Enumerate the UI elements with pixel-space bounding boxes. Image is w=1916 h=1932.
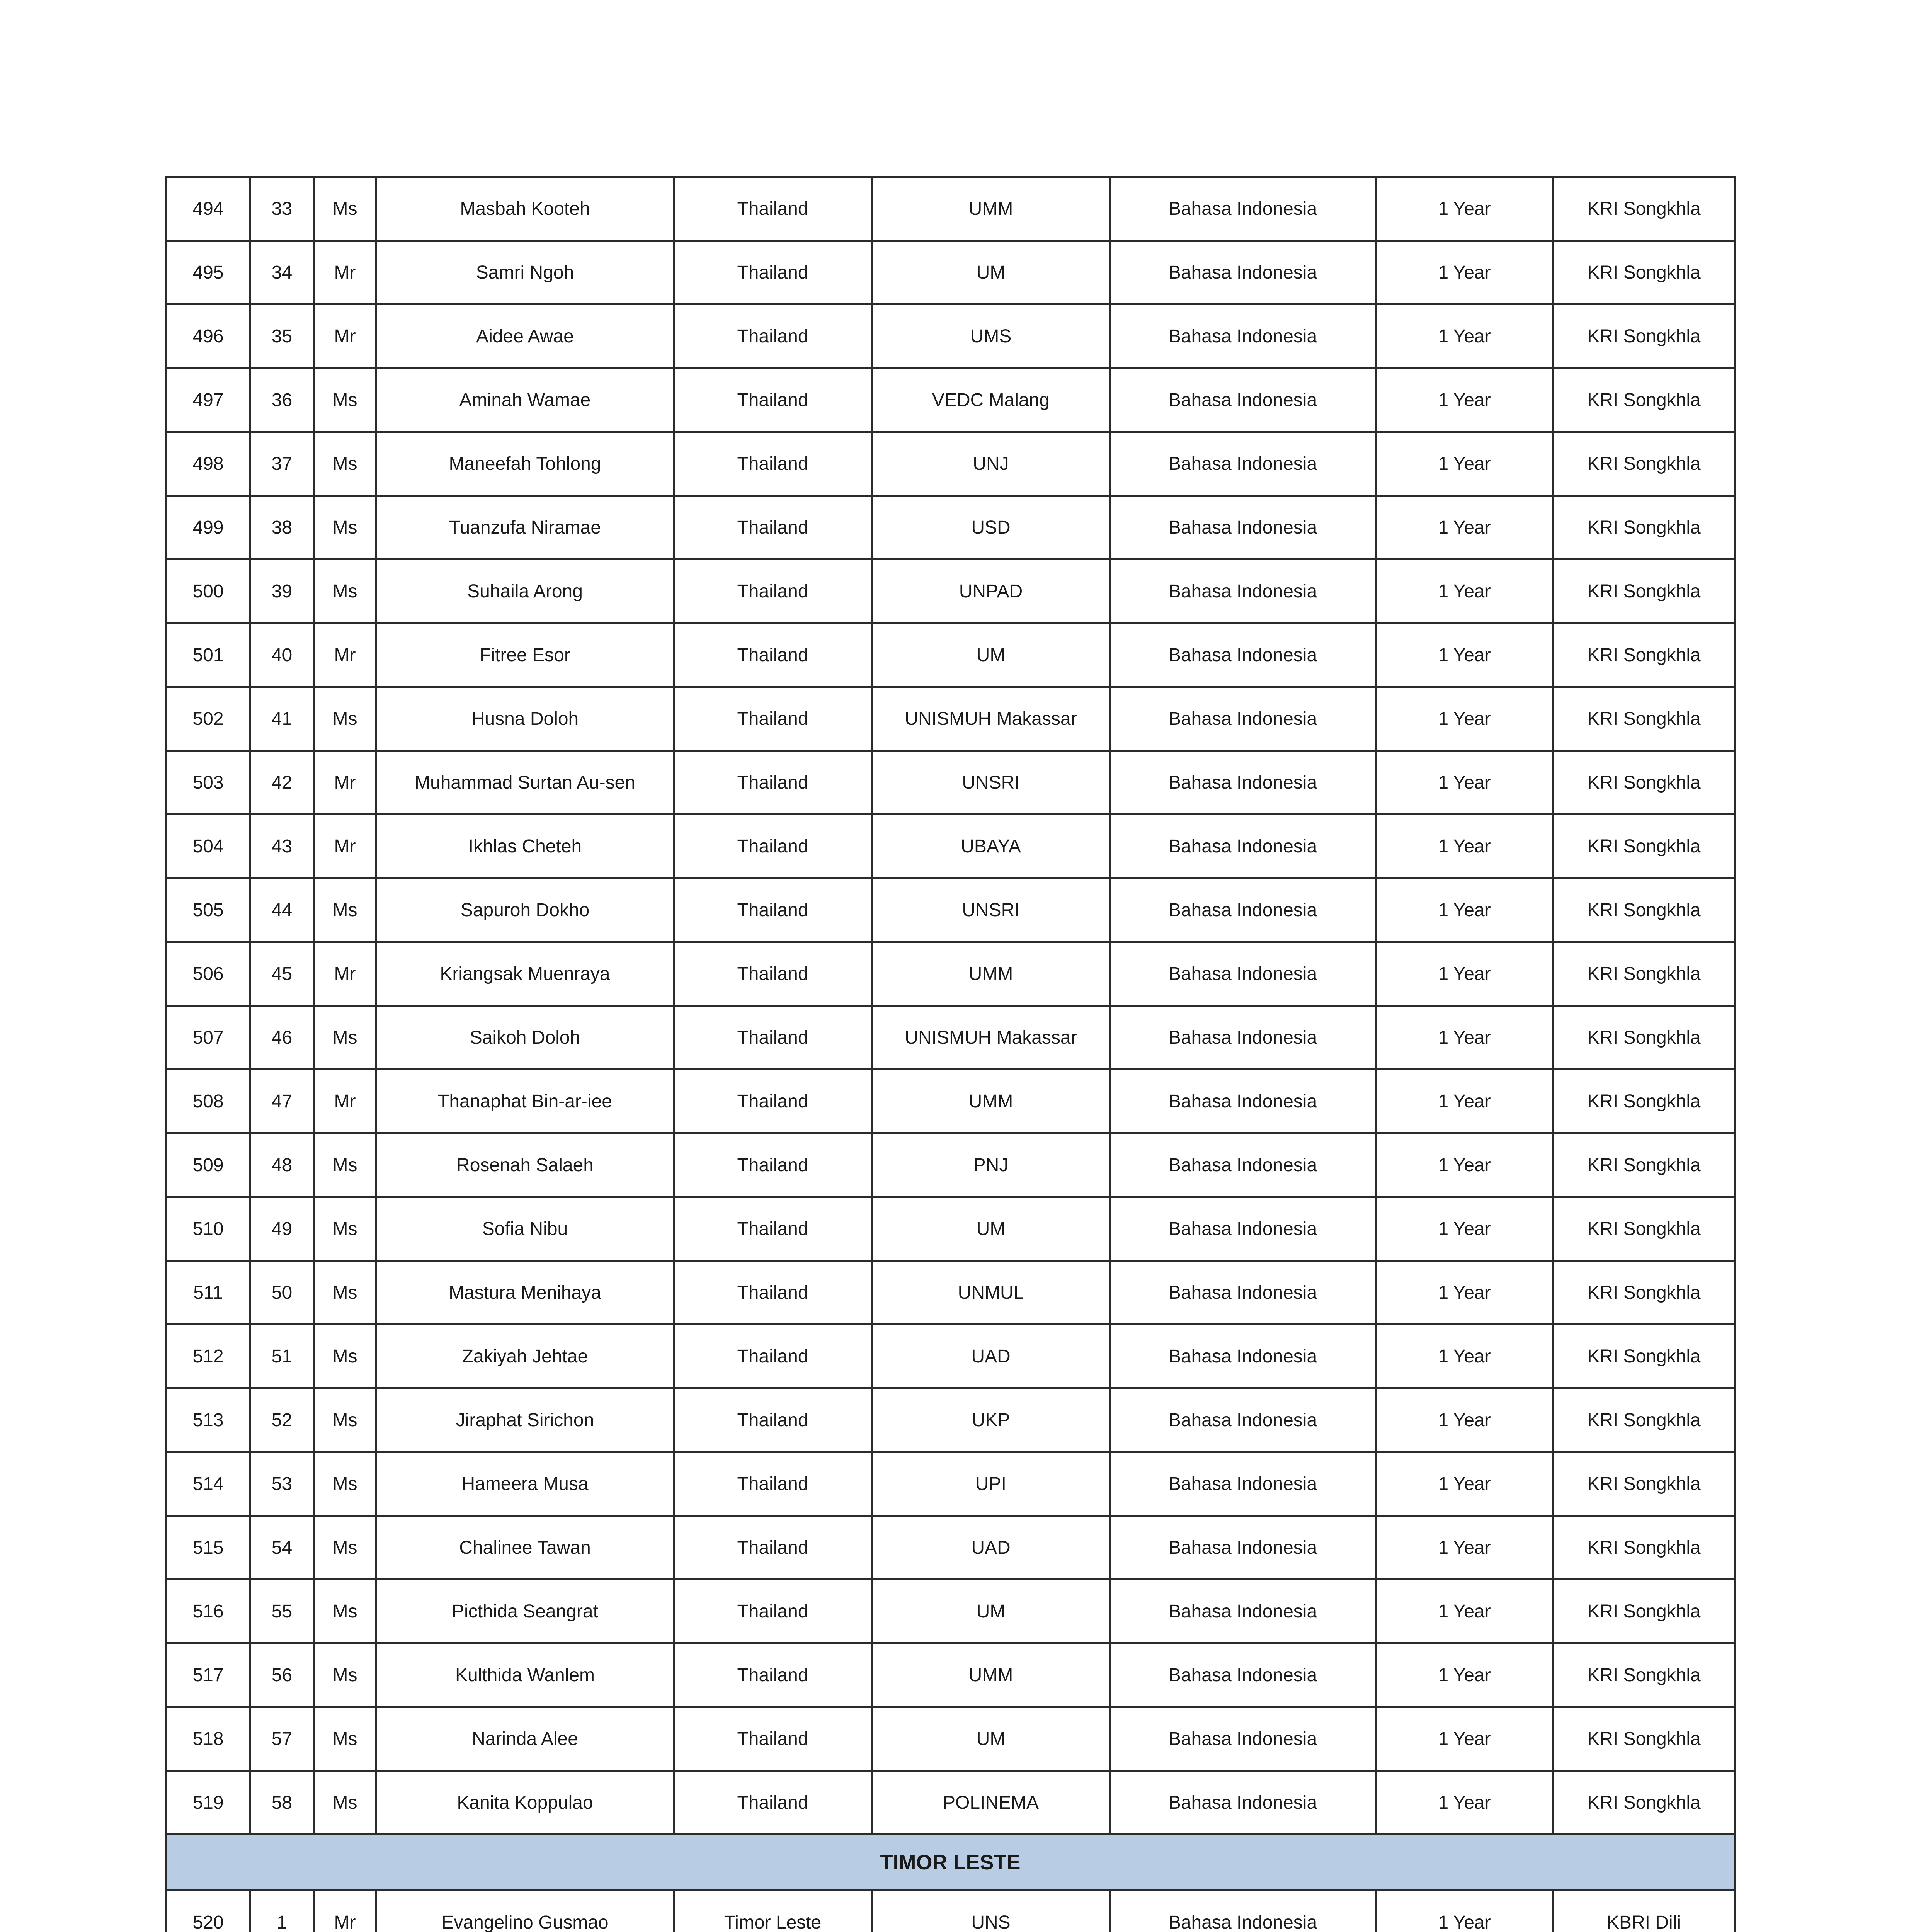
university-cell: UNS bbox=[872, 1891, 1110, 1932]
table-row bbox=[166, 177, 1735, 241]
placement-cell: KRI Songkhla bbox=[1554, 304, 1735, 368]
duration-cell: 1 Year bbox=[1376, 1197, 1554, 1261]
group-number-cell: 45 bbox=[250, 942, 314, 1006]
country-cell: Thailand bbox=[674, 1707, 872, 1771]
title-cell: Ms bbox=[314, 878, 376, 942]
group-number-cell: 53 bbox=[250, 1452, 314, 1516]
row-number-cell: 518 bbox=[166, 1707, 250, 1771]
table-row bbox=[166, 560, 1735, 623]
group-number-cell: 42 bbox=[250, 751, 314, 815]
participants-table bbox=[165, 176, 1736, 1932]
duration-cell: 1 Year bbox=[1376, 1516, 1554, 1580]
country-cell: Thailand bbox=[674, 177, 872, 241]
name-cell: Masbah Kooteh bbox=[376, 177, 674, 241]
group-number-cell: 40 bbox=[250, 623, 314, 687]
title-cell: Ms bbox=[314, 432, 376, 496]
title-cell: Ms bbox=[314, 496, 376, 560]
duration-cell: 1 Year bbox=[1376, 1006, 1554, 1070]
name-cell: Sapuroh Dokho bbox=[376, 878, 674, 942]
program-cell: Bahasa Indonesia bbox=[1110, 1891, 1376, 1932]
group-number-cell: 50 bbox=[250, 1261, 314, 1325]
table-row bbox=[166, 1771, 1735, 1835]
name-cell: Kanita Koppulao bbox=[376, 1771, 674, 1835]
university-cell: UMM bbox=[872, 177, 1110, 241]
duration-cell: 1 Year bbox=[1376, 1388, 1554, 1452]
group-number-cell: 58 bbox=[250, 1771, 314, 1835]
country-cell: Thailand bbox=[674, 1006, 872, 1070]
university-cell: UM bbox=[872, 623, 1110, 687]
table-row bbox=[166, 1580, 1735, 1643]
country-cell: Thailand bbox=[674, 1070, 872, 1133]
country-cell: Thailand bbox=[674, 623, 872, 687]
placement-cell: KBRI Dili bbox=[1554, 1891, 1735, 1932]
name-cell: Hameera Musa bbox=[376, 1452, 674, 1516]
university-cell: UNPAD bbox=[872, 560, 1110, 623]
table-row bbox=[166, 1133, 1735, 1197]
title-cell: Ms bbox=[314, 560, 376, 623]
row-number-cell: 516 bbox=[166, 1580, 250, 1643]
university-cell: UAD bbox=[872, 1516, 1110, 1580]
placement-cell: KRI Songkhla bbox=[1554, 368, 1735, 432]
program-cell: Bahasa Indonesia bbox=[1110, 623, 1376, 687]
title-cell: Ms bbox=[314, 687, 376, 751]
group-number-cell: 48 bbox=[250, 1133, 314, 1197]
table-row bbox=[166, 368, 1735, 432]
duration-cell: 1 Year bbox=[1376, 751, 1554, 815]
group-number-cell: 41 bbox=[250, 687, 314, 751]
table-row bbox=[166, 1452, 1735, 1516]
group-number-cell: 39 bbox=[250, 560, 314, 623]
country-cell: Thailand bbox=[674, 496, 872, 560]
placement-cell: KRI Songkhla bbox=[1554, 1388, 1735, 1452]
placement-cell: KRI Songkhla bbox=[1554, 1133, 1735, 1197]
country-cell: Thailand bbox=[674, 1452, 872, 1516]
name-cell: Maneefah Tohlong bbox=[376, 432, 674, 496]
title-cell: Ms bbox=[314, 1197, 376, 1261]
duration-cell: 1 Year bbox=[1376, 1070, 1554, 1133]
name-cell: Husna Doloh bbox=[376, 687, 674, 751]
name-cell: Rosenah Salaeh bbox=[376, 1133, 674, 1197]
row-number-cell: 512 bbox=[166, 1325, 250, 1388]
name-cell: Mastura Menihaya bbox=[376, 1261, 674, 1325]
row-number-cell: 506 bbox=[166, 942, 250, 1006]
title-cell: Ms bbox=[314, 1452, 376, 1516]
group-number-cell: 43 bbox=[250, 815, 314, 878]
title-cell: Mr bbox=[314, 623, 376, 687]
country-cell: Thailand bbox=[674, 368, 872, 432]
group-number-cell: 47 bbox=[250, 1070, 314, 1133]
program-cell: Bahasa Indonesia bbox=[1110, 1643, 1376, 1707]
university-cell: UAD bbox=[872, 1325, 1110, 1388]
row-number-cell: 498 bbox=[166, 432, 250, 496]
table-row bbox=[166, 1891, 1735, 1932]
duration-cell: 1 Year bbox=[1376, 1771, 1554, 1835]
title-cell: Ms bbox=[314, 1388, 376, 1452]
placement-cell: KRI Songkhla bbox=[1554, 815, 1735, 878]
country-cell: Thailand bbox=[674, 241, 872, 304]
country-cell: Thailand bbox=[674, 1388, 872, 1452]
row-number-cell: 513 bbox=[166, 1388, 250, 1452]
country-cell: Timor Leste bbox=[674, 1891, 872, 1932]
country-cell: Thailand bbox=[674, 687, 872, 751]
table-row bbox=[166, 1388, 1735, 1452]
placement-cell: KRI Songkhla bbox=[1554, 241, 1735, 304]
row-number-cell: 509 bbox=[166, 1133, 250, 1197]
university-cell: UNJ bbox=[872, 432, 1110, 496]
row-number-cell: 517 bbox=[166, 1643, 250, 1707]
row-number-cell: 494 bbox=[166, 177, 250, 241]
program-cell: Bahasa Indonesia bbox=[1110, 1070, 1376, 1133]
university-cell: UMS bbox=[872, 304, 1110, 368]
name-cell: Chalinee Tawan bbox=[376, 1516, 674, 1580]
name-cell: Saikoh Doloh bbox=[376, 1006, 674, 1070]
country-cell: Thailand bbox=[674, 1325, 872, 1388]
group-number-cell: 55 bbox=[250, 1580, 314, 1643]
country-cell: Thailand bbox=[674, 751, 872, 815]
university-cell: PNJ bbox=[872, 1133, 1110, 1197]
name-cell: Jiraphat Sirichon bbox=[376, 1388, 674, 1452]
program-cell: Bahasa Indonesia bbox=[1110, 560, 1376, 623]
row-number-cell: 497 bbox=[166, 368, 250, 432]
program-cell: Bahasa Indonesia bbox=[1110, 1707, 1376, 1771]
duration-cell: 1 Year bbox=[1376, 1261, 1554, 1325]
name-cell: Kriangsak Muenraya bbox=[376, 942, 674, 1006]
title-cell: Mr bbox=[314, 304, 376, 368]
country-cell: Thailand bbox=[674, 878, 872, 942]
program-cell: Bahasa Indonesia bbox=[1110, 1771, 1376, 1835]
country-cell: Thailand bbox=[674, 1516, 872, 1580]
title-cell: Ms bbox=[314, 1707, 376, 1771]
group-number-cell: 51 bbox=[250, 1325, 314, 1388]
program-cell: Bahasa Indonesia bbox=[1110, 1006, 1376, 1070]
program-cell: Bahasa Indonesia bbox=[1110, 751, 1376, 815]
name-cell: Picthida Seangrat bbox=[376, 1580, 674, 1643]
name-cell: Tuanzufa Niramae bbox=[376, 496, 674, 560]
program-cell: Bahasa Indonesia bbox=[1110, 1133, 1376, 1197]
placement-cell: KRI Songkhla bbox=[1554, 1452, 1735, 1516]
duration-cell: 1 Year bbox=[1376, 304, 1554, 368]
program-cell: Bahasa Indonesia bbox=[1110, 1261, 1376, 1325]
placement-cell: KRI Songkhla bbox=[1554, 687, 1735, 751]
placement-cell: KRI Songkhla bbox=[1554, 1261, 1735, 1325]
program-cell: Bahasa Indonesia bbox=[1110, 304, 1376, 368]
program-cell: Bahasa Indonesia bbox=[1110, 432, 1376, 496]
table-row bbox=[166, 942, 1735, 1006]
university-cell: USD bbox=[872, 496, 1110, 560]
university-cell: UNMUL bbox=[872, 1261, 1110, 1325]
university-cell: UNSRI bbox=[872, 878, 1110, 942]
row-number-cell: 511 bbox=[166, 1261, 250, 1325]
group-number-cell: 57 bbox=[250, 1707, 314, 1771]
title-cell: Mr bbox=[314, 751, 376, 815]
table-row bbox=[166, 1707, 1735, 1771]
group-number-cell: 33 bbox=[250, 177, 314, 241]
name-cell: Evangelino Gusmao bbox=[376, 1891, 674, 1932]
program-cell: Bahasa Indonesia bbox=[1110, 368, 1376, 432]
country-cell: Thailand bbox=[674, 1133, 872, 1197]
university-cell: UPI bbox=[872, 1452, 1110, 1516]
university-cell: UNISMUH Makassar bbox=[872, 687, 1110, 751]
duration-cell: 1 Year bbox=[1376, 560, 1554, 623]
title-cell: Ms bbox=[314, 368, 376, 432]
table-row bbox=[166, 1516, 1735, 1580]
program-cell: Bahasa Indonesia bbox=[1110, 496, 1376, 560]
group-number-cell: 52 bbox=[250, 1388, 314, 1452]
duration-cell: 1 Year bbox=[1376, 942, 1554, 1006]
group-number-cell: 35 bbox=[250, 304, 314, 368]
duration-cell: 1 Year bbox=[1376, 432, 1554, 496]
placement-cell: KRI Songkhla bbox=[1554, 623, 1735, 687]
title-cell: Ms bbox=[314, 1516, 376, 1580]
placement-cell: KRI Songkhla bbox=[1554, 1580, 1735, 1643]
row-number-cell: 500 bbox=[166, 560, 250, 623]
group-number-cell: 34 bbox=[250, 241, 314, 304]
table-row bbox=[166, 1325, 1735, 1388]
name-cell: Narinda Alee bbox=[376, 1707, 674, 1771]
placement-cell: KRI Songkhla bbox=[1554, 432, 1735, 496]
name-cell: Samri Ngoh bbox=[376, 241, 674, 304]
table-row bbox=[166, 1197, 1735, 1261]
table-row bbox=[166, 496, 1735, 560]
row-number-cell: 502 bbox=[166, 687, 250, 751]
row-number-cell: 501 bbox=[166, 623, 250, 687]
program-cell: Bahasa Indonesia bbox=[1110, 241, 1376, 304]
table-row bbox=[166, 623, 1735, 687]
title-cell: Ms bbox=[314, 1006, 376, 1070]
duration-cell: 1 Year bbox=[1376, 623, 1554, 687]
country-cell: Thailand bbox=[674, 1580, 872, 1643]
duration-cell: 1 Year bbox=[1376, 1452, 1554, 1516]
table-row bbox=[166, 1643, 1735, 1707]
university-cell: UNSRI bbox=[872, 751, 1110, 815]
name-cell: Aidee Awae bbox=[376, 304, 674, 368]
university-cell: POLINEMA bbox=[872, 1771, 1110, 1835]
name-cell: Suhaila Arong bbox=[376, 560, 674, 623]
country-cell: Thailand bbox=[674, 1261, 872, 1325]
row-number-cell: 499 bbox=[166, 496, 250, 560]
table-body bbox=[166, 177, 1735, 1932]
country-cell: Thailand bbox=[674, 304, 872, 368]
table-row bbox=[166, 241, 1735, 304]
duration-cell: 1 Year bbox=[1376, 368, 1554, 432]
title-cell: Mr bbox=[314, 241, 376, 304]
country-section-header bbox=[166, 1835, 1735, 1891]
title-cell: Ms bbox=[314, 1580, 376, 1643]
row-number-cell: 519 bbox=[166, 1771, 250, 1835]
row-number-cell: 508 bbox=[166, 1070, 250, 1133]
placement-cell: KRI Songkhla bbox=[1554, 751, 1735, 815]
program-cell: Bahasa Indonesia bbox=[1110, 1325, 1376, 1388]
country-cell: Thailand bbox=[674, 560, 872, 623]
duration-cell: 1 Year bbox=[1376, 1643, 1554, 1707]
duration-cell: 1 Year bbox=[1376, 1325, 1554, 1388]
title-cell: Ms bbox=[314, 1771, 376, 1835]
row-number-cell: 515 bbox=[166, 1516, 250, 1580]
group-number-cell: 56 bbox=[250, 1643, 314, 1707]
duration-cell: 1 Year bbox=[1376, 1580, 1554, 1643]
placement-cell: KRI Songkhla bbox=[1554, 560, 1735, 623]
group-number-cell: 49 bbox=[250, 1197, 314, 1261]
duration-cell: 1 Year bbox=[1376, 496, 1554, 560]
university-cell: UMM bbox=[872, 942, 1110, 1006]
row-number-cell: 503 bbox=[166, 751, 250, 815]
country-cell: Thailand bbox=[674, 1197, 872, 1261]
row-number-cell: 507 bbox=[166, 1006, 250, 1070]
program-cell: Bahasa Indonesia bbox=[1110, 1516, 1376, 1580]
table-row bbox=[166, 1006, 1735, 1070]
program-cell: Bahasa Indonesia bbox=[1110, 177, 1376, 241]
placement-cell: KRI Songkhla bbox=[1554, 1197, 1735, 1261]
table-row bbox=[166, 751, 1735, 815]
placement-cell: KRI Songkhla bbox=[1554, 1006, 1735, 1070]
program-cell: Bahasa Indonesia bbox=[1110, 1452, 1376, 1516]
country-cell: Thailand bbox=[674, 432, 872, 496]
university-cell: UM bbox=[872, 1580, 1110, 1643]
country-cell: Thailand bbox=[674, 942, 872, 1006]
row-number-cell: 495 bbox=[166, 241, 250, 304]
row-number-cell: 510 bbox=[166, 1197, 250, 1261]
title-cell: Ms bbox=[314, 177, 376, 241]
country-cell: Thailand bbox=[674, 815, 872, 878]
duration-cell: 1 Year bbox=[1376, 241, 1554, 304]
name-cell: Aminah Wamae bbox=[376, 368, 674, 432]
row-number-cell: 514 bbox=[166, 1452, 250, 1516]
title-cell: Ms bbox=[314, 1643, 376, 1707]
placement-cell: KRI Songkhla bbox=[1554, 1516, 1735, 1580]
title-cell: Mr bbox=[314, 942, 376, 1006]
duration-cell: 1 Year bbox=[1376, 878, 1554, 942]
name-cell: Kulthida Wanlem bbox=[376, 1643, 674, 1707]
name-cell: Ikhlas Cheteh bbox=[376, 815, 674, 878]
university-cell: UBAYA bbox=[872, 815, 1110, 878]
group-number-cell: 46 bbox=[250, 1006, 314, 1070]
placement-cell: KRI Songkhla bbox=[1554, 1707, 1735, 1771]
name-cell: Muhammad Surtan Au-sen bbox=[376, 751, 674, 815]
group-number-cell: 54 bbox=[250, 1516, 314, 1580]
duration-cell: 1 Year bbox=[1376, 815, 1554, 878]
country-cell: Thailand bbox=[674, 1771, 872, 1835]
university-cell: UKP bbox=[872, 1388, 1110, 1452]
row-number-cell: 505 bbox=[166, 878, 250, 942]
table-row bbox=[166, 687, 1735, 751]
university-cell: UM bbox=[872, 1197, 1110, 1261]
placement-cell: KRI Songkhla bbox=[1554, 496, 1735, 560]
table-row bbox=[166, 1070, 1735, 1133]
row-number-cell: 496 bbox=[166, 304, 250, 368]
title-cell: Mr bbox=[314, 815, 376, 878]
row-number-cell: 504 bbox=[166, 815, 250, 878]
program-cell: Bahasa Indonesia bbox=[1110, 878, 1376, 942]
duration-cell: 1 Year bbox=[1376, 1891, 1554, 1932]
title-cell: Ms bbox=[314, 1261, 376, 1325]
table-row bbox=[166, 1261, 1735, 1325]
table-row bbox=[166, 432, 1735, 496]
program-cell: Bahasa Indonesia bbox=[1110, 1580, 1376, 1643]
row-number-cell: 520 bbox=[166, 1891, 250, 1932]
country-section-title: TIMOR LESTE bbox=[166, 1835, 1735, 1891]
program-cell: Bahasa Indonesia bbox=[1110, 815, 1376, 878]
placement-cell: KRI Songkhla bbox=[1554, 177, 1735, 241]
placement-cell: KRI Songkhla bbox=[1554, 1070, 1735, 1133]
university-cell: VEDC Malang bbox=[872, 368, 1110, 432]
group-number-cell: 37 bbox=[250, 432, 314, 496]
duration-cell: 1 Year bbox=[1376, 177, 1554, 241]
table-row bbox=[166, 878, 1735, 942]
name-cell: Sofia Nibu bbox=[376, 1197, 674, 1261]
placement-cell: KRI Songkhla bbox=[1554, 1643, 1735, 1707]
title-cell: Mr bbox=[314, 1070, 376, 1133]
university-cell: UM bbox=[872, 241, 1110, 304]
duration-cell: 1 Year bbox=[1376, 687, 1554, 751]
duration-cell: 1 Year bbox=[1376, 1133, 1554, 1197]
program-cell: Bahasa Indonesia bbox=[1110, 687, 1376, 751]
university-cell: UM bbox=[872, 1707, 1110, 1771]
placement-cell: KRI Songkhla bbox=[1554, 1771, 1735, 1835]
placement-cell: KRI Songkhla bbox=[1554, 942, 1735, 1006]
university-cell: UMM bbox=[872, 1643, 1110, 1707]
name-cell: Fitree Esor bbox=[376, 623, 674, 687]
name-cell: Zakiyah Jehtae bbox=[376, 1325, 674, 1388]
group-number-cell: 1 bbox=[250, 1891, 314, 1932]
placement-cell: KRI Songkhla bbox=[1554, 878, 1735, 942]
program-cell: Bahasa Indonesia bbox=[1110, 942, 1376, 1006]
university-cell: UNISMUH Makassar bbox=[872, 1006, 1110, 1070]
title-cell: Ms bbox=[314, 1325, 376, 1388]
duration-cell: 1 Year bbox=[1376, 1707, 1554, 1771]
title-cell: Ms bbox=[314, 1133, 376, 1197]
country-cell: Thailand bbox=[674, 1643, 872, 1707]
placement-cell: KRI Songkhla bbox=[1554, 1325, 1735, 1388]
group-number-cell: 38 bbox=[250, 496, 314, 560]
group-number-cell: 44 bbox=[250, 878, 314, 942]
program-cell: Bahasa Indonesia bbox=[1110, 1388, 1376, 1452]
name-cell: Thanaphat Bin-ar-iee bbox=[376, 1070, 674, 1133]
group-number-cell: 36 bbox=[250, 368, 314, 432]
table-row bbox=[166, 815, 1735, 878]
program-cell: Bahasa Indonesia bbox=[1110, 1197, 1376, 1261]
university-cell: UMM bbox=[872, 1070, 1110, 1133]
title-cell: Mr bbox=[314, 1891, 376, 1932]
table-row bbox=[166, 304, 1735, 368]
